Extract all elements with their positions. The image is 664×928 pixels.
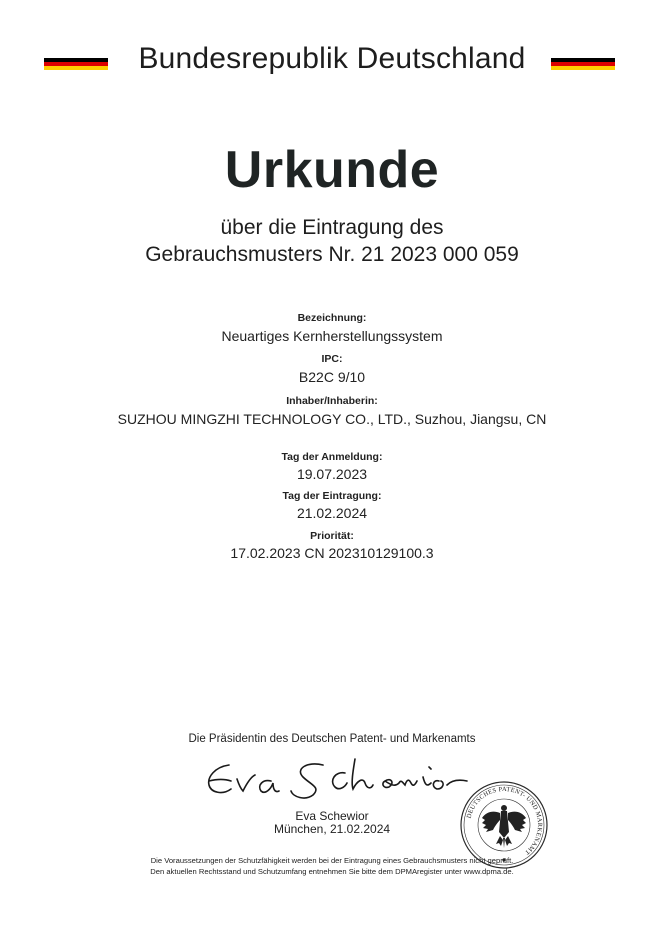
german-flag-icon (44, 58, 108, 70)
document-title: Urkunde (224, 141, 440, 199)
prioritaet-label: Priorität: (310, 530, 354, 542)
country-name: Bundesrepublik Deutschland (138, 42, 526, 75)
signer-name: Eva Schewior (295, 809, 369, 823)
ipc-label: IPC: (321, 353, 343, 365)
bezeichnung-label: Bezeichnung: (297, 312, 367, 324)
inhaber-label: Inhaber/Inhaberin: (286, 395, 378, 407)
president-line: Die Präsidentin des Deutschen Patent- und Markenamts (188, 733, 476, 745)
subtitle-line-2: Gebrauchsmusters Nr. 21 2023 000 059 (145, 243, 519, 266)
inhaber-value: SUZHOU MINGZHI TECHNOLOGY CO., LTD., Suzhou, Jiangsu, CN (117, 411, 547, 427)
eintragung-value: 21.02.2024 (296, 505, 368, 521)
anmeldung-value: 19.07.2023 (296, 466, 368, 482)
bezeichnung-value: Neuartiges Kernherstellungssystem (221, 328, 443, 344)
anmeldung-label: Tag der Anmeldung: (281, 451, 383, 463)
subtitle-line-1: über die Eintragung des (220, 216, 444, 239)
place-date: München, 21.02.2024 (273, 822, 391, 836)
ipc-value: B22C 9/10 (298, 369, 366, 385)
seal-text: DEUTSCHES PATENT- UND MARKENAMT (465, 785, 544, 857)
signer-block (0, 810, 664, 836)
footer-line-2: Den aktuellen Rechtsstand und Schutzumfang entnehmen Sie bitte dem DPMAregister unter www.dpma.de. (150, 867, 514, 876)
prioritaet-value: 17.02.2023 CN 202310129100.3 (230, 545, 434, 561)
german-flag-icon (551, 58, 615, 70)
signature-text: Eva Schewior (195, 755, 202, 756)
handwritten-signature (195, 755, 470, 807)
footer-line-1: Die Voraussetzungen der Schutzfähigkeit werden bei der Eintragung eines Gebrauchsmusters nicht geprüft. (150, 856, 514, 865)
header (0, 38, 664, 86)
eintragung-label: Tag der Eintragung: (282, 490, 382, 502)
